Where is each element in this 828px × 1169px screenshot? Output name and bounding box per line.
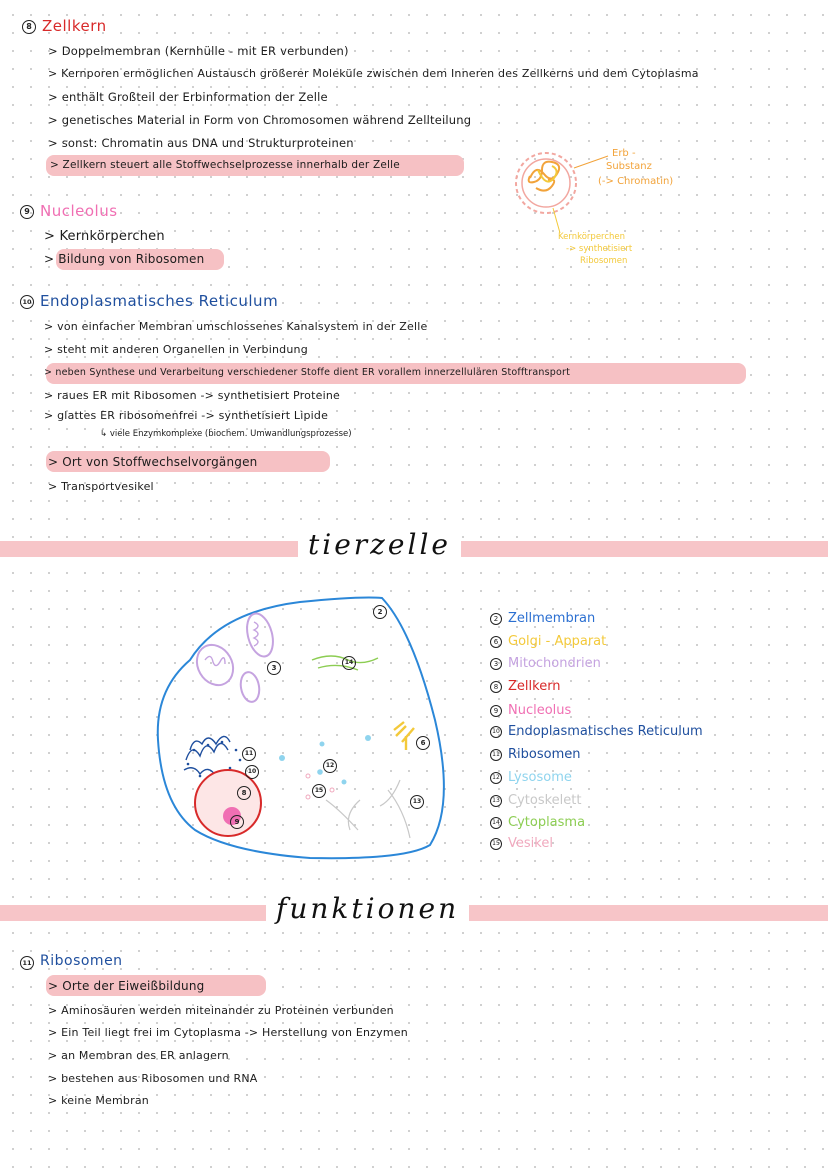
zellkern-item: > enthält Großteil der Erbinformation der Zelle — [48, 90, 328, 104]
banner-tierzelle: tierzelle — [298, 528, 461, 561]
er-item: > von einfacher Membran umschlossenes Kanalsystem in der Zelle — [44, 320, 427, 333]
legend-item: 15 Vesikel — [490, 836, 553, 851]
diagram-number: 13 — [410, 795, 424, 809]
er-sub-item: ↳ viele Enzymkomplexe (biochem. Umwandlungsprozesse) — [100, 429, 352, 439]
sketch-label: Ribosomen — [580, 256, 628, 266]
heading-nucleolus: Nucleolus — [40, 202, 118, 220]
section-number-zellkern: 8 — [22, 20, 36, 34]
heading-ribosomen: Ribosomen — [40, 953, 123, 969]
section-number-nucleolus: 9 — [20, 205, 34, 219]
ribosomen-item: > keine Membran — [48, 1094, 149, 1107]
legend-item: 3 Mitochondrien — [490, 656, 601, 671]
er-item-highlighted: > neben Synthese und Verarbeitung verschiedener Stoffe dient ER vorallem innerzellulären Stofftransport — [44, 367, 570, 378]
legend-item: 10 Endoplasmatisches Reticulum — [490, 724, 703, 739]
diagram-number: 3 — [267, 661, 281, 675]
heading-er: Endoplasmatisches Reticulum — [40, 292, 279, 310]
sketch-label: Substanz — [606, 161, 652, 172]
legend-item: 9 Nucleolus — [490, 703, 571, 718]
banner-funktionen: funktionen — [266, 892, 469, 925]
heading-zellkern: Zellkern — [42, 17, 107, 35]
diagram-number: 8 — [237, 786, 251, 800]
sketch-label: Erb - — [612, 148, 636, 159]
zellkern-item: > sonst: Chromatin aus DNA und Strukturproteinen — [48, 136, 354, 150]
tierzelle-diagram — [150, 590, 470, 860]
legend-item: 13 Cytoskelett — [490, 793, 581, 808]
ribosomen-item: > an Membran des ER anlagern — [48, 1049, 229, 1062]
er-item-highlighted: > Ort von Stoffwechselvorgängen — [48, 455, 257, 469]
diagram-number: 10 — [245, 765, 259, 779]
diagram-number: 2 — [373, 605, 387, 619]
diagram-number: 15 — [312, 784, 326, 798]
zellkern-sketch — [508, 148, 678, 273]
zellkern-item-highlighted: > Zellkern steuert alle Stoffwechselprozesse innerhalb der Zelle — [50, 159, 400, 171]
legend-item: 2 Zellmembran — [490, 611, 595, 626]
sketch-label: (-> Chromatin) — [598, 176, 674, 187]
ribosomen-item: > Ein Teil liegt frei im Cytoplasma -> Herstellung von Enzymen — [48, 1026, 408, 1039]
nucleolus-item: > Kernkörperchen — [44, 229, 165, 244]
diagram-number: 12 — [323, 759, 337, 773]
legend-item: 11 Ribosomen — [490, 747, 580, 762]
section-number-ribosomen: 11 — [20, 956, 34, 970]
legend-item: 6 Golgi - Apparat — [490, 634, 606, 649]
sketch-label: -> synthetisiert — [566, 244, 633, 254]
er-item: > glattes ER ribosomenfrei -> synthetisiert Lipide — [44, 409, 328, 422]
zellkern-item: > Kernporen ermöglichen Austausch größerer Moleküle zwischen dem Inneren des Zellkerns und dem Cytoplasma — [48, 67, 699, 80]
diagram-number: 14 — [342, 656, 356, 670]
diagram-number: 11 — [242, 747, 256, 761]
legend-item: 8 Zellkern — [490, 679, 561, 694]
er-item: > raues ER mit Ribosomen -> synthetisiert Proteine — [44, 389, 340, 402]
zellkern-item: > Doppelmembran (Kernhülle - mit ER verbunden) — [48, 44, 349, 58]
diagram-number: 6 — [416, 736, 430, 750]
section-number-er: 10 — [20, 295, 34, 309]
zellkern-item: > genetisches Material in Form von Chromosomen während Zellteilung — [48, 113, 471, 127]
diagram-number: 9 — [230, 815, 244, 829]
nucleolus-item-highlighted: > Bildung von Ribosomen — [44, 252, 204, 266]
legend-item: 12 Lysosome — [490, 770, 572, 785]
er-item: > steht mit anderen Organellen in Verbindung — [44, 343, 308, 356]
ribosomen-item-highlighted: > Orte der Eiweißbildung — [48, 979, 204, 993]
er-item: > Transportvesikel — [48, 480, 154, 493]
sketch-label: Kernkörperchen — [558, 232, 626, 242]
ribosomen-item: > bestehen aus Ribosomen und RNA — [48, 1072, 257, 1085]
legend-item: 14 Cytoplasma — [490, 815, 585, 830]
ribosomen-item: > Aminosäuren werden miteinander zu Proteinen verbunden — [48, 1004, 394, 1017]
